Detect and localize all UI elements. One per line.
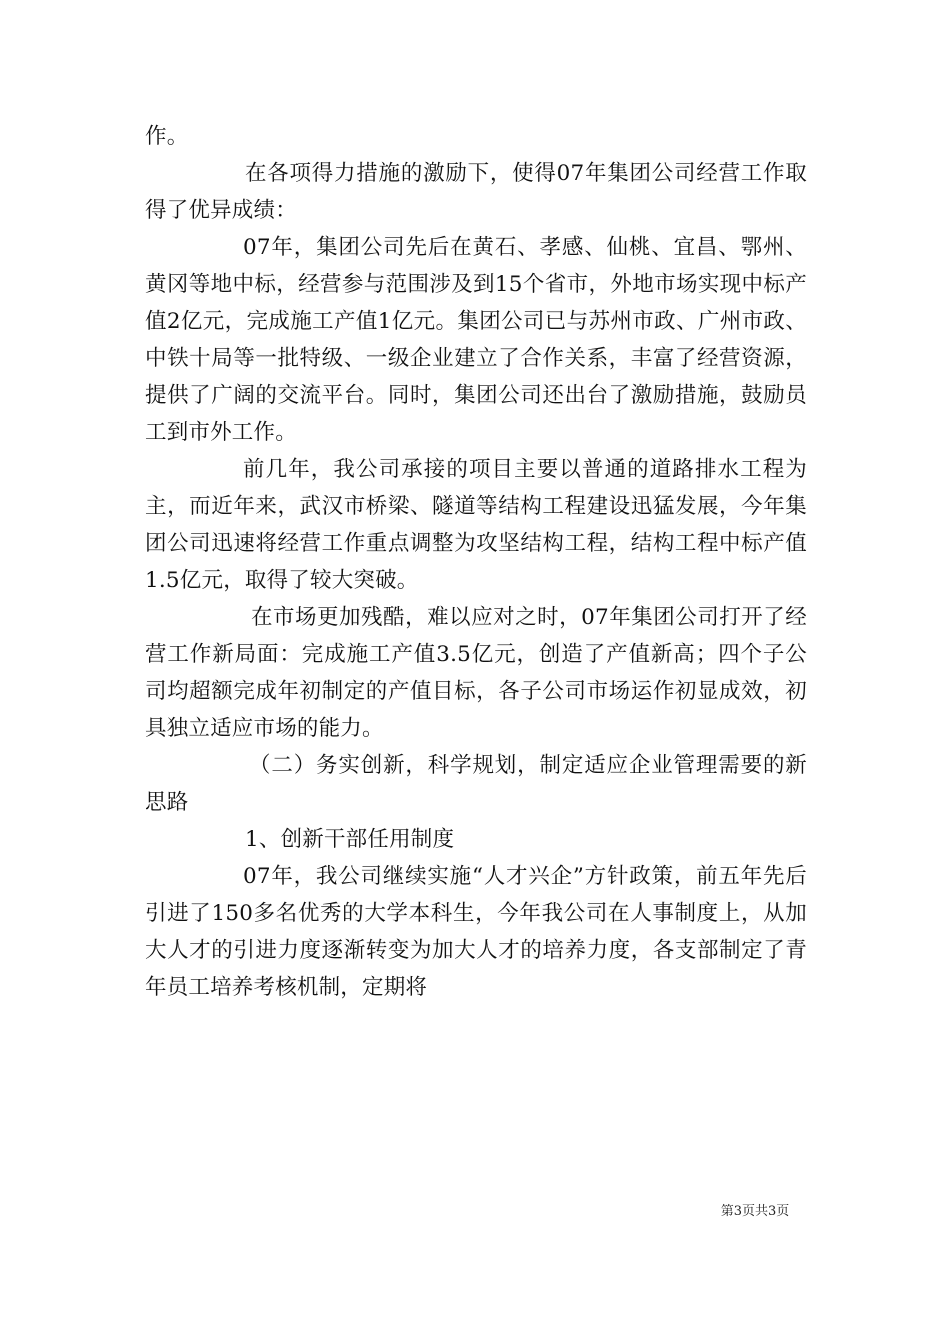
paragraph-external-market: 07年，集团公司先后在黄石、孝感、仙桃、宜昌、鄂州、黄冈等地中标，经营参与范围涉及到15个省市，外地市场实现中标产值2亿元，完成施工产值1亿元。集团公司已与苏州市政、广州市政、中铁十局等一批特级、一级企业建立了合作关系，丰富了经营资源，提供了广阔的交流平台。同时，集团公司还出台了激励措施，鼓励员工到市外工作。: [145, 235, 807, 445]
paragraph-new-situation: 在市场更加残酷，难以应对之时，07年集团公司打开了经营工作新局面：完成施工产值3.5亿元，创造了产值新高；四个子公司均超额完成年初制定的产值目标，各子公司市场运作初显成效，初具独立适应市场的能力。: [145, 605, 807, 741]
paragraph-talent-policy: 07年，我公司继续实施“人才兴企”方针政策，前五年先后引进了150多名优秀的大学本科生，今年我公司在人事制度上，从加大人才的引进力度逐渐转变为加大人才的培养力度，各支部制定了青年员工培养考核机制，定期将: [145, 864, 807, 1000]
paragraph-continuation: 作。: [145, 124, 189, 149]
document-body: [145, 118, 807, 1006]
page-number: 第3页共3页: [720, 1204, 790, 1219]
paragraph-results-intro: 在各项得力措施的激励下，使得07年集团公司经营工作取得了优异成绩：: [145, 161, 807, 223]
paragraph-structural-projects: 前几年，我公司承接的项目主要以普通的道路排水工程为主，而近年来，武汉市桥梁、隧道等结构工程建设迅猛发展，今年集团公司迅速将经营工作重点调整为攻坚结构工程，结构工程中标产值1.5亿元，取得了较大突破。: [145, 457, 807, 593]
section-heading: （二）务实创新，科学规划，制定适应企业管理需要的新思路: [145, 753, 807, 815]
page-footer: [700, 1203, 810, 1221]
subsection-heading: 1、创新干部任用制度: [245, 827, 455, 852]
